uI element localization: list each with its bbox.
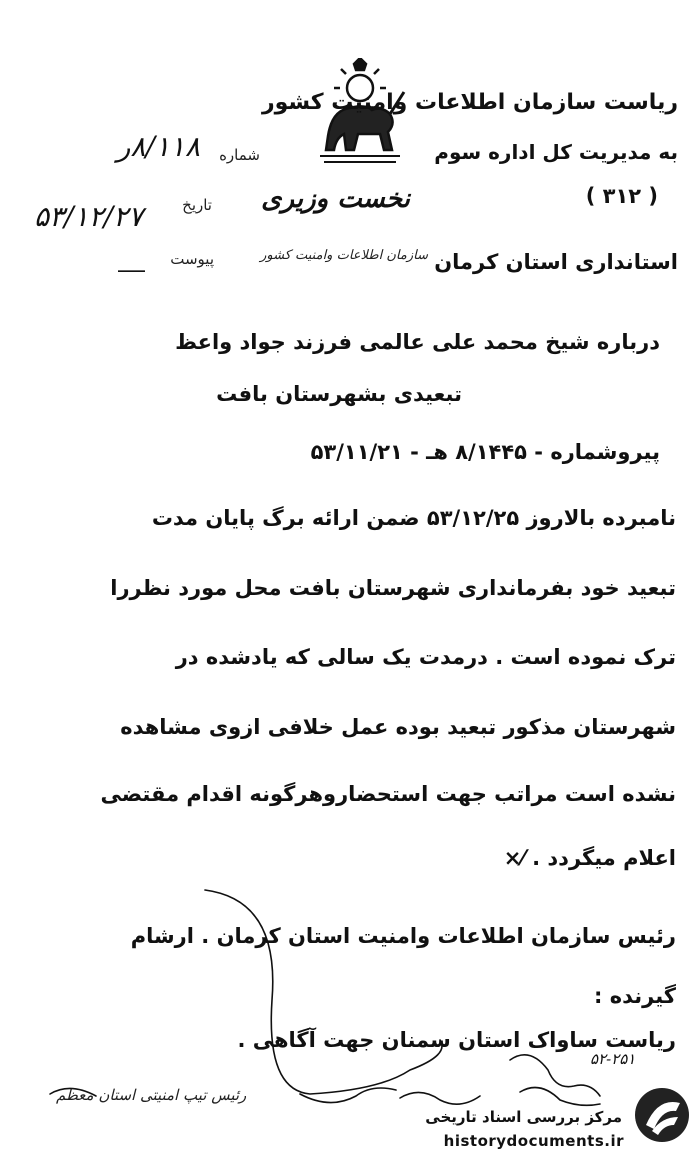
recipient-handwritten: سازمان اطلاعات وامنیت کشور [260,248,428,263]
subject-line-1: درباره شیخ محمد علی عالمی فرزند جواد واعظ [175,330,660,354]
handwritten-note: رئیس تیپ امنیتی استان معظم [56,1086,247,1104]
body-line-2: تبعید خود بفرمانداری شهرستان بافت محل مورد نظررا [110,576,676,600]
attachment-value: ___ [118,252,145,273]
recipient-line: استانداری استان کرمان [434,250,678,274]
handwritten-number: ۵۲-۲۵۱ [590,1050,636,1068]
body-line-6: اعلام میگردد . ⁄× [503,846,676,870]
cc-line: ریاست ساواک استان سمنان جهت آگاهی . [237,1028,676,1052]
date-value: ۵۳/۱۲/۲۷ [34,200,144,233]
subject-line-2: تبعیدی بشهرستان بافت [216,382,462,406]
body-line-1: نامبرده بالاروز ۵۳/۱۲/۲۵ ضمن ارائه برگ پایان مدت [151,506,676,530]
org-heading: ریاست سازمان اطلاعات وامنیت کشور [261,90,678,115]
reference-line: پیروشماره - ۸/۱۴۴۵ هـ - ۵۳/۱۱/۲۱ [310,440,660,464]
archive-watermark-persian: مرکز بررسی اسناد تاریخی [425,1108,622,1126]
archive-watermark-url: historydocuments.ir [443,1132,624,1150]
date-label: تاریخ [182,196,212,214]
body-line-5: نشده است مراتب جهت استحضاروهرگونه اقدام مقتضی [100,782,676,806]
reference-code: ( ۳۱۲ ) [585,184,658,208]
archive-logo-icon [632,1085,692,1145]
signature-line: رئیس سازمان اطلاعات وامنیت استان کرمان . ارشام [130,924,676,948]
number-label: شماره [219,146,260,164]
number-value: ۸/۱۱۸ر [116,130,200,163]
body-line-3: ترک نموده است . درمدت یک سالی که یادشده در [175,645,676,669]
prime-ministry-handwritten: نخست وزیری [261,184,410,214]
cc-label: گیرنده : [594,984,676,1008]
department-line: به مدیریت کل اداره سوم [434,140,678,164]
body-line-4: شهرستان مذکور تبعید بوده عمل خلافی ازوی مشاهده [120,715,676,739]
attachment-label: پیوست [170,250,214,268]
